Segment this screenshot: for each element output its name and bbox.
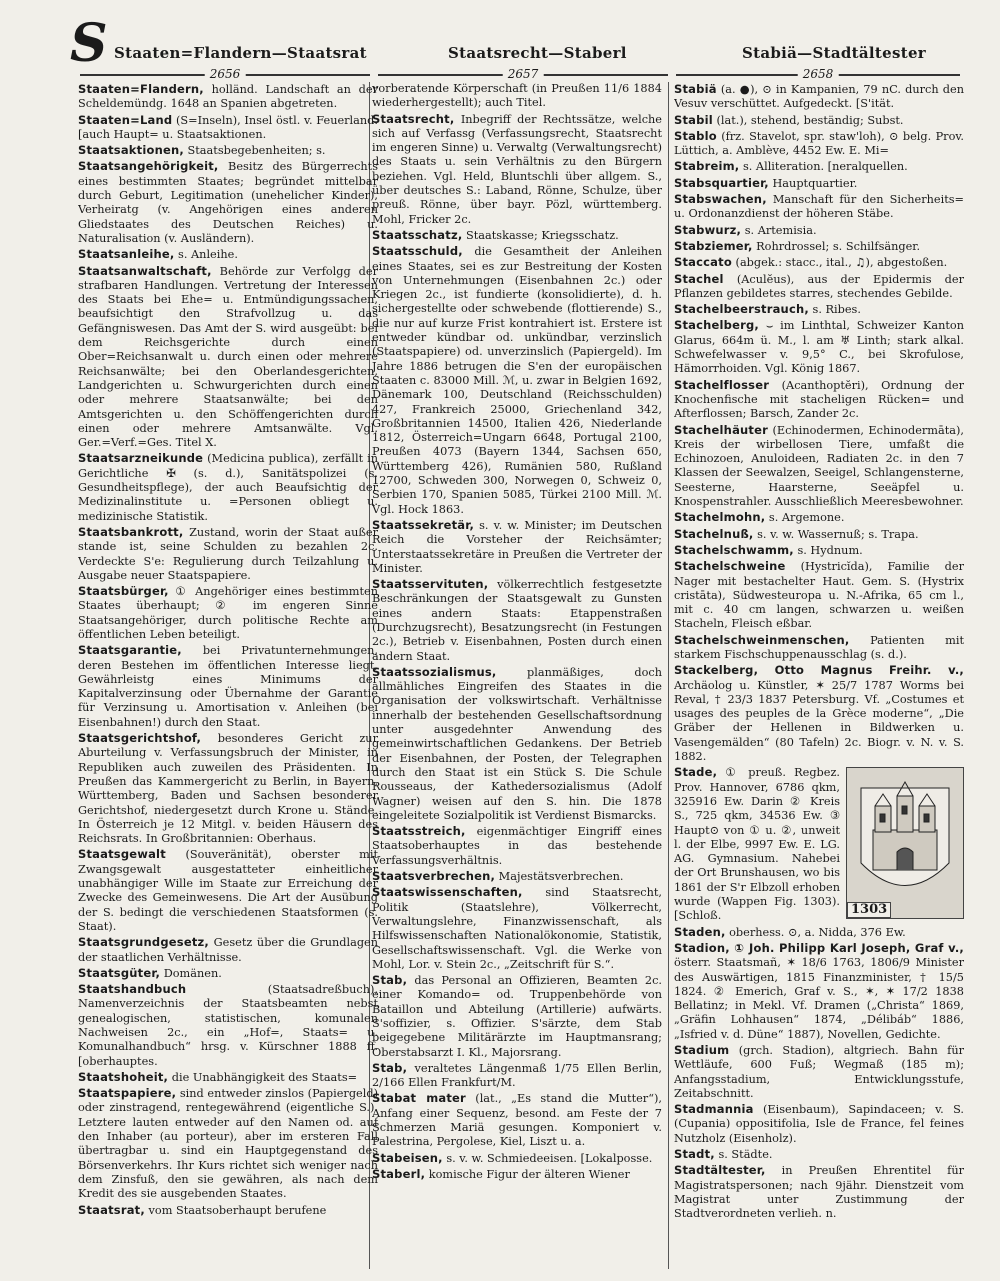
entry-headword: Stabwurz, xyxy=(674,222,742,237)
dictionary-entry xyxy=(78,584,378,642)
column-1 xyxy=(78,82,378,1271)
entry-headword: Staberl, xyxy=(372,1166,426,1181)
entry-text: planmäßiges, doch allmähliches Eingreifen des Staates in die Organisation der volkswirtschaft. Verhältnisse innerhalb der bestehenden Gesellschaftsordnung unter ausgedehnter Anwendung des gemeinwirtschaftlichen Gedankens. Der Betrieb der Eisenbahnen, der Posten, der Telegraphen durch den Staat ist ein Stück S. Die Schule Rousseaus, der Kathedersozialismus (Adolf Wagner) weisen auf den S. hin. Die 1878 eingeleitete Sozialpolitik ist Verdienst Bismarcks. xyxy=(372,665,662,822)
dictionary-entry xyxy=(372,577,662,664)
dictionary-entry xyxy=(78,982,378,1069)
entry-text: veraltetes Längenmaß 1/75 Ellen Berlin, 2/166 Ellen Frankfurt/M. xyxy=(372,1061,662,1090)
column-1-title: Staaten=Flandern—Staatsrat xyxy=(114,44,367,62)
entry-headword: Stabat mater xyxy=(372,1091,466,1106)
entry-text: (lat., „Es stand die Mutter“), Anfang einer Sequenz, besond. am Feste der 7 Schmerzen Mariä gesungen. Komponiert v. Palestrina, Pergolese, Kiel, Liszt u. a. xyxy=(372,1092,662,1149)
entry-text: holländ. Landschaft an der Scheldemündg. 1648 an Spanien abgetreten. xyxy=(78,83,378,111)
dictionary-entry xyxy=(674,255,964,270)
dictionary-entry xyxy=(78,731,378,846)
entry-headword: Staatsschatz, xyxy=(372,227,463,242)
dictionary-entry xyxy=(674,633,964,663)
entry-text: s. Städte. xyxy=(718,1148,773,1162)
entry-text: s. Hydnum. xyxy=(797,543,863,557)
entry-headword: Stab, xyxy=(372,973,408,988)
entry-headword: Staatsschuld, xyxy=(372,244,463,259)
dictionary-entry xyxy=(674,1043,964,1101)
entry-text: (Medicina publica), zerfällt in Gerichtliche ✠ (s. d.), Sanitätspolizei (s. Gesundheitspflege), der auch Beaufsichtig der Medizinalinstitute u. =Personen obliegt u. medizinische Statistik. xyxy=(78,452,378,523)
column-divider-2 xyxy=(668,82,669,1269)
entry-text: die Gesamtheit der Anleihen eines Staates, sei es zur Bestreitung der Kosten von Unternehmungen (Eisenbahnen 2c.) oder Kriegen 2c., ist fundierte (konsolidierte), d. h. sichergestellte oder schwebende (flottierende) S., die nur auf kurze Frist kontrahiert ist. Erstere ist entweder kündbar od. unkündbar, verzinslich (Staatspapiere) od. unverzinslich (Papiergeld). Im Jahre 1886 betrugen die S'en der europäischen Staaten c. 83000 Mill. ℳ, u. zwar in Belgien 1692, Dänemark 100, Deutschland (Reichsschulden) 427, Frankreich 25000, Griechenland 342, Großbritannien 14500, Italien 426, Niederlande 1812, Österreich=Ungarn 6648, Portugal 2100, Preußen 4073 (Bayern 1344, Sachsen 650, Württemberg 426), Rumänien 580, Rußland 12700, Schweden 300, Norwegen 0, Schweiz 0, Serbien 170, Spanien 5085, Türkei 2100 Mill. ℳ. Vgl. Hock 1863. xyxy=(372,245,662,516)
dictionary-entry xyxy=(372,112,662,227)
entry-text: vom Staatsoberhaupt berufene xyxy=(148,1203,327,1217)
dictionary-entry xyxy=(674,176,964,191)
entry-text: s. Anleihe. xyxy=(178,248,238,262)
page-number-rule-1 xyxy=(80,68,370,82)
dictionary-entry xyxy=(674,423,964,510)
entry-text: (Eisenbaum), Sapindaceen; v. S. (Cupania) oppositifolia, Isle de France, fel feines Nutzholz (Eisenholz). xyxy=(674,1103,964,1145)
dictionary-entry xyxy=(78,643,378,730)
entry-headword: Stabeisen, xyxy=(372,1150,443,1165)
entry-text: s. Argemone. xyxy=(768,511,845,525)
column-2-title: Staatsrecht—Staberl xyxy=(448,44,627,62)
entry-text: (S=Inseln), Insel östl. v. Feuerland. [auch Haupt= u. Staatsaktionen. xyxy=(78,113,378,141)
entry-headword: Staatsbankrott, xyxy=(78,524,184,539)
dictionary-entry xyxy=(78,113,378,143)
entry-headword: Staatsverbrechen, xyxy=(372,869,496,884)
entry-text: bei Privatunternehmungen, deren Bestehen im öffentlichen Interesse liegt, Gewährleistg eines Minimums der Kapitalverzinsung oder Übernahme der Garantie für Verzinsung u. Amortisation v. Anleihen (bei Eisenbahnen!) durch den Staat. xyxy=(78,644,378,729)
entry-headword: Stachelschweine xyxy=(674,559,786,574)
entry-headword: Staatsanleihe, xyxy=(78,247,175,262)
entry-text: Staatsbegebenheiten; s. xyxy=(187,144,326,158)
dictionary-entry xyxy=(674,1147,964,1162)
entry-text: Manschaft für den Sicherheits= u. Ordonanzdienst der höheren Stäbe. xyxy=(674,193,964,221)
entry-text: (Aculĕus), aus der Epidermis der Pflanzen gebildetes starres, stechendes Gebilde. xyxy=(674,272,964,300)
entry-headword: Stachelschweinmenschen, xyxy=(674,632,850,647)
entry-text: Archäolog u. Künstler, ✶ 25/7 1787 Worms bei Reval, † 23/3 1837 Petersburg. Vf. „Costumes et usages des peuples de la Grèce moderne“, „Die Gräber der Hellenen in Bildwerken u. Vasengemälden“ (80 Tafeln) 2c. Biogr. v. N. v. S. 1882. xyxy=(674,678,964,764)
entry-text: völkerrechtlich festgesetzte Beschränkungen der Staatsgewalt zu Gunsten eines andern Staats: Etappenstraßen (Durchzugsrecht), Besatzungsrecht (in Festungen 2c.), Betrieb v. Eisenbahnen, Posten durch einen andern Staat. xyxy=(372,578,662,663)
dictionary-entry xyxy=(78,247,378,262)
dictionary-entry xyxy=(674,318,964,376)
entry-text: s. v. w. Minister; im Deutschen Reich die Vorsteher der Reichsämter; Unterstaatssekretäre in Preußen die Vertreter der Minister. xyxy=(372,518,662,575)
entry-headword: Stade, xyxy=(674,765,718,780)
entry-headword: Staatswissenschaften, xyxy=(372,885,523,900)
dictionary-entry xyxy=(674,223,964,238)
dictionary-entry xyxy=(674,82,964,112)
dictionary-entry xyxy=(674,272,964,302)
column-2 xyxy=(372,82,662,1271)
dictionary-entry xyxy=(78,264,378,451)
column-3 xyxy=(674,82,964,1271)
dictionary-entry xyxy=(372,1091,662,1149)
dictionary-entry xyxy=(78,1070,378,1085)
entry-headword: Stackelberg, Otto Magnus Freihr. v., xyxy=(674,663,964,678)
entry-headword: Stadtältester, xyxy=(674,1163,766,1178)
dictionary-entry xyxy=(372,973,662,1060)
entry-text: Besitz des Bürgerrechts eines bestimmten Staates; begründet mittelbar durch Geburt, Legitimation (unehelicher Kinder), Verheiratg (v. Angehörigen eines anderen Gliedstaates des Deutschen Reiches) u. Naturalisation (v. Ausländern). xyxy=(78,160,378,245)
entry-text: (Acanthoptĕri), Ordnung der Knochenfische mit stacheligen Rücken= und Afterflossen; Barsch, Zander 2c. xyxy=(674,378,964,421)
dictionary-entry xyxy=(78,159,378,246)
dictionary-entry xyxy=(674,559,964,631)
dictionary-entry xyxy=(674,925,964,940)
dictionary-entry xyxy=(674,239,964,254)
entry-text: komische Figur der älteren Wiener xyxy=(428,1167,630,1181)
dictionary-entry xyxy=(674,1163,964,1221)
entry-text: in Preußen Ehrentitel für Magistratspersonen; nach 9jähr. Dienstzeit vom Magistrat unter Zustimmung der Stadtverordneten verlieh. n. xyxy=(674,1164,964,1221)
entry-headword: Stadion, ① Joh. Philipp Karl Joseph, Graf v., xyxy=(674,940,964,955)
dictionary-entry xyxy=(674,302,964,317)
entry-headword: Stab, xyxy=(372,1060,408,1075)
dictionary-entry xyxy=(372,518,662,576)
entry-headword: Stachelberg, xyxy=(674,318,759,333)
dictionary-entry xyxy=(78,82,378,112)
entry-text: Zustand, worin der Staat außer stande ist, seine Schulden zu bezahlen 2c. Verdeckte S'e: Regulierung durch Teilzahlung u. Ausgabe neuer Staatspapiere. xyxy=(78,525,378,582)
entry-headword: Staatsbürger, xyxy=(78,584,169,599)
entry-headword: Staatspapiere, xyxy=(78,1086,177,1101)
entry-headword: Staatshoheit, xyxy=(78,1069,169,1084)
figure-number: 1303 xyxy=(847,902,891,918)
entry-text: s. v. w. Schmiedeeisen. [Lokalposse. xyxy=(446,1151,653,1165)
entry-text: (Echinodermen, Echinodermāta), Kreis der wirbellosen Tiere, umfaßt die Echinozoen, Anuloideen, Radiaten 2c. in den 7 Klassen der Seewalzen, Seeigel, Schlangensterne, Seesterne, Haarsterne, Seeäpfel u. Knospenstrahler. Ausschließlich Meeresbewohner. xyxy=(674,423,964,509)
stade-coat-of-arms-icon xyxy=(847,768,963,918)
entry-headword: Staatsservituten, xyxy=(372,577,489,592)
entry-headword: Staccato xyxy=(674,255,732,270)
dictionary-entry xyxy=(372,1061,662,1091)
dictionary-entry xyxy=(674,941,964,1042)
dictionary-entry xyxy=(78,1203,378,1218)
column-3-title: Stabiä—Stadtältester xyxy=(742,44,926,62)
entry-headword: Stachelbeerstrauch, xyxy=(674,302,809,317)
entry-text: ① Angehöriger eines bestimmten Staates überhaupt; ② im engeren Sinne Staatsangehöriger, durch politische Rechte am öffentlichen Leben beteiligt. xyxy=(78,585,378,641)
entry-headword: Stadium xyxy=(674,1043,730,1057)
entry-headword: Stabreim, xyxy=(674,159,740,174)
entry-headword: Stachelschwamm, xyxy=(674,542,794,557)
entry-text: (frz. Stavelot, spr. staw'loh), ⊙ belg. Prov. Lüttich, a. Amblève, 4452 Ew. E. Mi= xyxy=(674,129,964,158)
entry-headword: Stachelnuß, xyxy=(674,526,754,541)
dictionary-entry xyxy=(372,228,662,243)
dictionary-entry xyxy=(78,451,378,523)
entry-text: ① preuß. Regbez. Prov. Hannover, 6786 qkm, 325916 Ew. Darin ② Kreis S., 725 qkm, 34536 Ew. ③ Haupt⊙ von ① u. ②, unweit l. der Elbe, 9997 Ew. E. LG. AG. Gymnasium. Nahebei der Ort Brunshausen, wo bis 1861 der S'r Elbzoll erhoben wurde (Wappen Fig. 1303). [Schloß. xyxy=(674,766,841,923)
dictionary-entry xyxy=(372,244,662,517)
dictionary-entry xyxy=(674,129,964,159)
entry-headword: Staaten=Flandern, xyxy=(78,82,204,96)
entry-text: ⌣ im Linthtal, Schweizer Kanton Glarus, 664m ü. M., l. am ♅ Linth; stark alkal. Schwefelwasser v. 9,5° C., bei Skrofulose, Hämorrhoiden. Vgl. König 1867. xyxy=(674,319,964,376)
dictionary-entry xyxy=(674,1102,964,1146)
entry-text: s. v. w. Wassernuß; s. Trapa. xyxy=(757,527,919,541)
dictionary-entry xyxy=(78,847,378,934)
entry-headword: Stachelhäuter xyxy=(674,422,768,437)
dictionary-entry xyxy=(78,1086,378,1201)
entry-headword: Staatsaktionen, xyxy=(78,143,184,158)
entry-headword: Staatsgewalt xyxy=(78,847,166,862)
dictionary-entry xyxy=(78,966,378,981)
entry-text: s. Alliteration. [neralquellen. xyxy=(742,160,908,174)
dictionary-entry xyxy=(372,1167,662,1182)
entry-text: s. Artemisia. xyxy=(744,223,817,237)
dictionary-entry xyxy=(674,159,964,174)
entry-headword: Stabziemer, xyxy=(674,238,753,253)
dictionary-entry xyxy=(674,192,964,222)
entry-text: Gesetz über die Grundlagen der staatlichen Verhältnisse. xyxy=(78,936,378,964)
entry-text: (a. ●), ⊙ in Kampanien, 79 nC. durch den Vesuv verschüttet. Aufgedeckt. [S'ität. xyxy=(674,83,964,111)
entry-headword: Stablo xyxy=(674,128,717,143)
entry-headword: Stadt, xyxy=(674,1147,715,1162)
entry-headword: Staatsanwaltschaft, xyxy=(78,263,212,278)
entry-headword: Staatsgüter, xyxy=(78,965,161,980)
dictionary-entry xyxy=(674,765,964,923)
entry-text: vorberatende Körperschaft (in Preußen 11/6 1884 wiederhergestellt); auch Titel. xyxy=(372,82,662,110)
entry-text: Rohrdrossel; s. Schilfsänger. xyxy=(756,239,921,253)
dictionary-entry xyxy=(372,82,662,111)
page-header xyxy=(70,13,960,81)
entry-headword: Stachelflosser xyxy=(674,377,770,392)
dictionary-entry xyxy=(674,510,964,525)
dictionary-entry xyxy=(674,663,964,764)
entry-text: oberhess. ⊙, a. Nidda, 376 Ew. xyxy=(729,925,906,939)
dictionary-entry xyxy=(78,143,378,158)
dictionary-entry xyxy=(674,113,964,128)
dictionary-entry xyxy=(78,525,378,583)
entry-text: die Unabhängigkeit des Staats= xyxy=(171,1070,358,1084)
page-number-rule-2 xyxy=(378,68,668,82)
entry-headword: Staatsgarantie, xyxy=(78,643,182,658)
entry-text: s. Ribes. xyxy=(812,303,861,317)
entry-headword: Staden, xyxy=(674,924,726,939)
entry-headword: Stabil xyxy=(674,112,713,127)
entry-headword: Staatsrat, xyxy=(78,1202,145,1217)
entry-text: besonderes Gericht zur Aburteilung v. Verfassungsbruch der Minister, in Republiken auch zuweilen des Präsidenten. In Preußen das Kammergericht zu Berlin, in Bayern, Württemberg, Baden und Sachsen besonderer Gerichtshof, niedergesetzt durch Krone u. Stände. In Österreich je 12 Mitgl. v. beiden Häusern des Reichsrats. In Großbritannien: Oberhaus. xyxy=(78,732,378,846)
page-number-rule-3 xyxy=(676,68,960,82)
entry-text: Majestätsverbrechen. xyxy=(498,870,624,884)
page-number-3: 2658 xyxy=(798,67,839,81)
entry-text: (Staatsadreßbuch), Namenverzeichnis der Staatsbeamten nebst genealogischen, statistischen, komunalen Nachweisen 2c., ein „Hof=, Staats= u. Komunalhandbuch“ hrsg. v. Kürschner 1888 ff. [oberhauptes. xyxy=(78,983,378,1068)
dictionary-entry xyxy=(372,885,662,972)
entry-text: (Hystricĭda), Familie der Nager mit bestachelter Haut. Gem. S. (Hystrix cristāta), Südwesteuropa u. N.-Afrika, 65 cm l., mit c. 40 cm langen, schwarzen u. weißen Stacheln, Fleisch eßbar. xyxy=(674,560,964,631)
entry-headword: Stachel xyxy=(674,271,724,286)
entry-text: (Souveränität), oberster mit Zwangsgewalt ausgestatteter einheitlicher unabhängiger Wille im Staate zur Erreichung der Zwecke des Gemeinwesens. Die Art der Ausübung der S. bedingt die verschiedenen Staatsformen (s. Staat). xyxy=(78,848,378,933)
header-rule xyxy=(70,68,960,82)
entry-headword: Stadmannia xyxy=(674,1102,754,1117)
entry-text: (lat.), stehend, beständig; Subst. xyxy=(716,113,904,127)
entry-headword: Staatsgrundgesetz, xyxy=(78,935,209,950)
entry-text: sind entweder zinslos (Papiergeld) oder zinstragend, rentegewährend (eigentliche S.). Letztere lauten entweder auf den Namen od. auf den Inhaber (au porteur), aber im ersteren Fall übertragbar u. sind ein Hauptgegenstand des Börsenverkehrs. Ihr Kurs richtet sich weniger nach dem Zinsfuß, den sie gewähren, als nach dem Kredit des sie ausgebenden Staates. xyxy=(78,1087,378,1201)
dictionary-entry xyxy=(674,378,964,422)
page-number-2: 2657 xyxy=(503,67,544,81)
entry-headword: Stachelmohn, xyxy=(674,510,766,525)
entry-text: sind Staatsrecht, Politik (Staatslehre), Völkerrecht, Verwaltungslehre, Finanzwissenschaft, als Hilfswissenschaften Nationalökonomie, Statistik, Gesellschaftswissenschaft. Vgl. die Werke von Mohl, Lor. v. Stein 2c., „Zeitschrift für S.“. xyxy=(372,886,662,971)
dictionary-entry xyxy=(372,665,662,823)
entry-headword: Staatshandbuch xyxy=(78,982,187,997)
entry-text: Staatskasse; Kriegsschatz. xyxy=(466,228,619,242)
entry-text: das Personal an Offizieren, Beamten 2c. einer Komando= od. Truppenbehörde von Bataillon und Abteilung (Artillerie) aufwärts. S'soffizier, s. Offizier. S'särzte, dem Stab beigegebene Militärärzte im Hauptmansrang; Oberstabsarzt I. Kl., Majorsrang. xyxy=(372,974,662,1059)
entry-headword: Stabiä xyxy=(674,82,717,96)
entry-text: Behörde zur Verfolgg der strafbaren Handlungen. Vertretung der Interessen des Staats bei Ehe= u. Entmündigungssachen, beaufsichtigt den Strafvollzug u. das Gefängniswesen. Das Amt der S. wird ausgeübt: bei dem Reichsgerichte durch einen Ober=Reichsanwalt u. durch einen oder mehrere Reichsanwälte; bei den Oberlandesgerichten, Landgerichten u. Schwurgerichten durch einen oder mehrere Staatsanwälte; bei den Amtsgerichten u. den Schöffengerichten durch einen oder mehrere Amtsanwälte. Vgl. Ger.=Verf.=Ges. Titel X. xyxy=(78,264,378,450)
entry-text: Inbegriff der Rechtssätze, welche sich auf Verfassg (Verfassungsrecht, Staatsrecht im engeren Sinne) u. Verwaltg (Verwaltungsrecht) des Staats u. sein Verhältnis zu den Bürgern beziehen. Vgl. Held, Bluntschli über allgem. S., über deutsches S.: Laband, Rönne, Schulze, über preuß. Rönne, über bayr. Pözl, württemberg. Mohl, Fricker 2c. xyxy=(372,112,662,226)
entry-headword: Stabsquartier, xyxy=(674,175,769,190)
dictionary-entry xyxy=(372,869,662,884)
entry-text: Hauptquartier. xyxy=(772,176,858,190)
dictionary-entry xyxy=(674,527,964,542)
coat-of-arms-figure xyxy=(846,767,964,919)
entry-text: Domänen. xyxy=(163,966,222,980)
entry-headword: Staatsgerichtshof, xyxy=(78,731,202,746)
entry-headword: Staatsstreich, xyxy=(372,824,466,839)
entry-headword: Staatsrecht, xyxy=(372,111,455,126)
dictionary-entry xyxy=(372,824,662,868)
entry-text: eigenmächtiger Eingriff eines Staatsoberhauptes in das bestehende Verfassungsverhältnis. xyxy=(372,825,662,867)
section-letter: S xyxy=(70,13,108,74)
dictionary-entry xyxy=(78,935,378,965)
entry-text: österr. Staatsmañ, ✶ 18/6 1763, 1806/9 Minister des Auswärtigen, 1815 Finanzminister, † 15/5 1824. ② Emerich, Graf v. S., ✶, ✶ 17/2 1838 Bellatinz; in Mekl. Vf. Dramen („Christa“ 1869, „Gräfin Lohhausen“ 1874, „Délibáb“ 1886, „Isfried v. d. Düne“ 1887), Novellen, Gedichte. xyxy=(674,956,964,1041)
page-number-1: 2656 xyxy=(205,67,246,81)
entry-headword: Staaten=Land xyxy=(78,112,173,127)
entry-text: (abgek.: stacc., ital., ♫), abgestoßen. xyxy=(735,256,948,270)
entry-text: (grch. Stadion), altgriech. Bahn für Wettläufe, 600 Fuß; Wegmaß (185 m); Anfangsstadium, Entwicklungsstufe, Zeitabschnitt. xyxy=(674,1044,964,1100)
dictionary-entry xyxy=(372,1151,662,1166)
entry-headword: Staatssozialismus, xyxy=(372,664,497,679)
entry-headword: Stabswachen, xyxy=(674,192,767,207)
entry-headword: Staatsarzneikunde xyxy=(78,451,204,466)
dictionary-entry xyxy=(674,543,964,558)
entry-headword: Staatsangehörigkeit, xyxy=(78,159,219,174)
entry-text: Patienten mit starkem Fischschuppenausschlag (s. d.). xyxy=(674,633,964,661)
entry-headword: Staatssekretär, xyxy=(372,517,475,532)
